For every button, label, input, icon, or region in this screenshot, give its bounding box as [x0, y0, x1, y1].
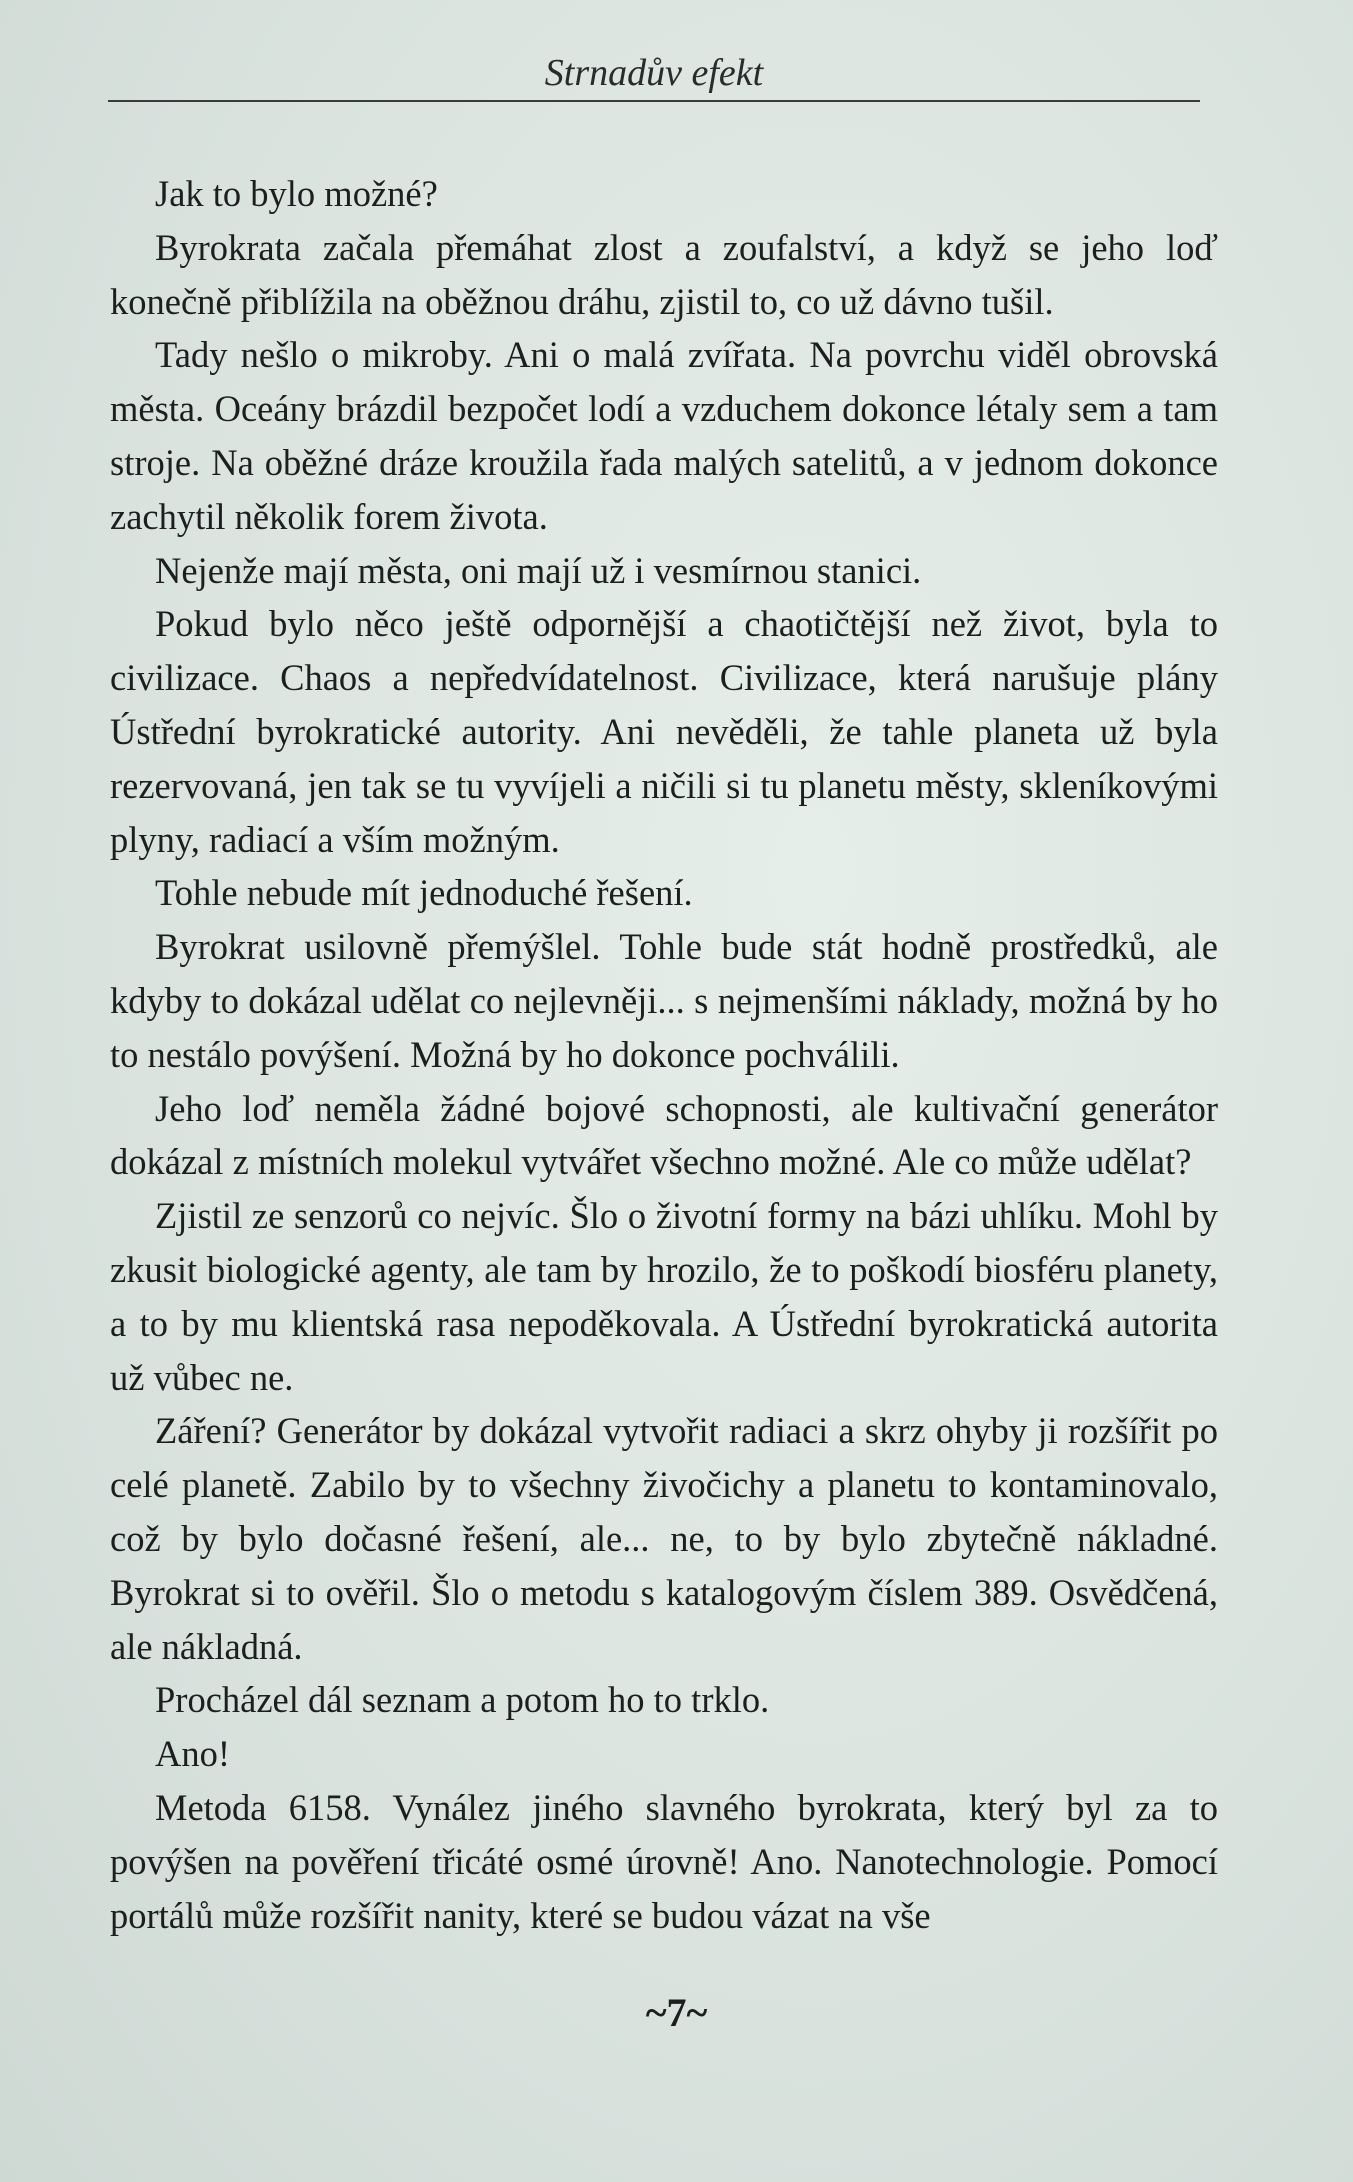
running-header: Strnadův efekt [544, 52, 764, 94]
paragraph: Procházel dál seznam a potom ho to trklo. [155, 1679, 770, 1721]
paragraph: Byrokrata začala přemáhat zlost a zoufalství, a když se jeho loď konečně přiblížila na oběžnou dráhu, zjistil to, co už dávno tušil. [110, 226, 1218, 322]
paragraph: Záření? Generátor by dokázal vytvořit radiaci a skrz ohyby ji rozšířit po celé planetě. Zabilo by to všechny živočichy a planetu to kontaminovalo, což by bylo dočasné řešení, ale... ne, to by bylo zbytečně nákladné. Byrokrat si to ověřil. Šlo o metodu s katalogovým číslem 389. Osvědčená, ale nákladná. [110, 1410, 1218, 1667]
header-rule [108, 100, 1200, 102]
page-number: ~7~ [645, 1990, 708, 2035]
paragraph: Metoda 6158. Vynález jiného slavného byrokrata, který byl za to povýšen na pověření třicáté osmé úrovně! Ano. Nanotechnologie. Pomocí portálů může rozšířit nanity, které se budou vázat na vše [110, 1786, 1218, 1936]
paragraph: Tady nešlo o mikroby. Ani o malá zvířata. Na povrchu viděl obrovská města. Oceány brázdil bezpočet lodí a vzduchem dokonce létaly sem a tam stroje. Na oběžné dráze kroužila řada malých satelitů, a v jednom dokonce zachytil několik forem života. [110, 334, 1218, 537]
paragraph: Tohle nebude mít jednoduché řešení. [155, 872, 693, 914]
paragraph: Pokud bylo něco ještě odpornější a chaotičtější než život, byla to civilizace. Chaos a nepředvídatelnost. Civilizace, která narušuje plány Ústřední byrokratické autority. Ani nevěděli, že tahle planeta už byla rezervovaná, jen tak se tu vyvíjeli a ničili si tu planetu městy, skleníkovými plyny, radiací a vším možným. [110, 603, 1218, 860]
body-text [110, 167, 1218, 1942]
paragraph: Jeho loď neměla žádné bojové schopnosti, ale kultivační generátor dokázal z místních molekul vytvářet všechno možné. Ale co může udělat? [110, 1087, 1218, 1183]
paragraph: Ano! [155, 1733, 231, 1775]
paragraph: Jak to bylo možné? [155, 173, 438, 214]
paragraph: Zjistil ze senzorů co nejvíc. Šlo o životní formy na bázi uhlíku. Mohl by zkusit biologické agenty, ale tam by hrozilo, že to poškodí biosféru planety, a to by mu klientská rasa nepoděkovala. A Ústřední byrokratická autorita už vůbec ne. [110, 1195, 1218, 1398]
paragraph: Byrokrat usilovně přemýšlel. Tohle bude stát hodně prostředků, ale kdyby to dokázal udělat co nejlevněji... s nejmenšími náklady, možná by ho to nestálo povýšení. Možná by ho dokonce pochválili. [110, 926, 1218, 1075]
paragraph: Nejenže mají města, oni mají už i vesmírnou stanici. [155, 549, 922, 591]
